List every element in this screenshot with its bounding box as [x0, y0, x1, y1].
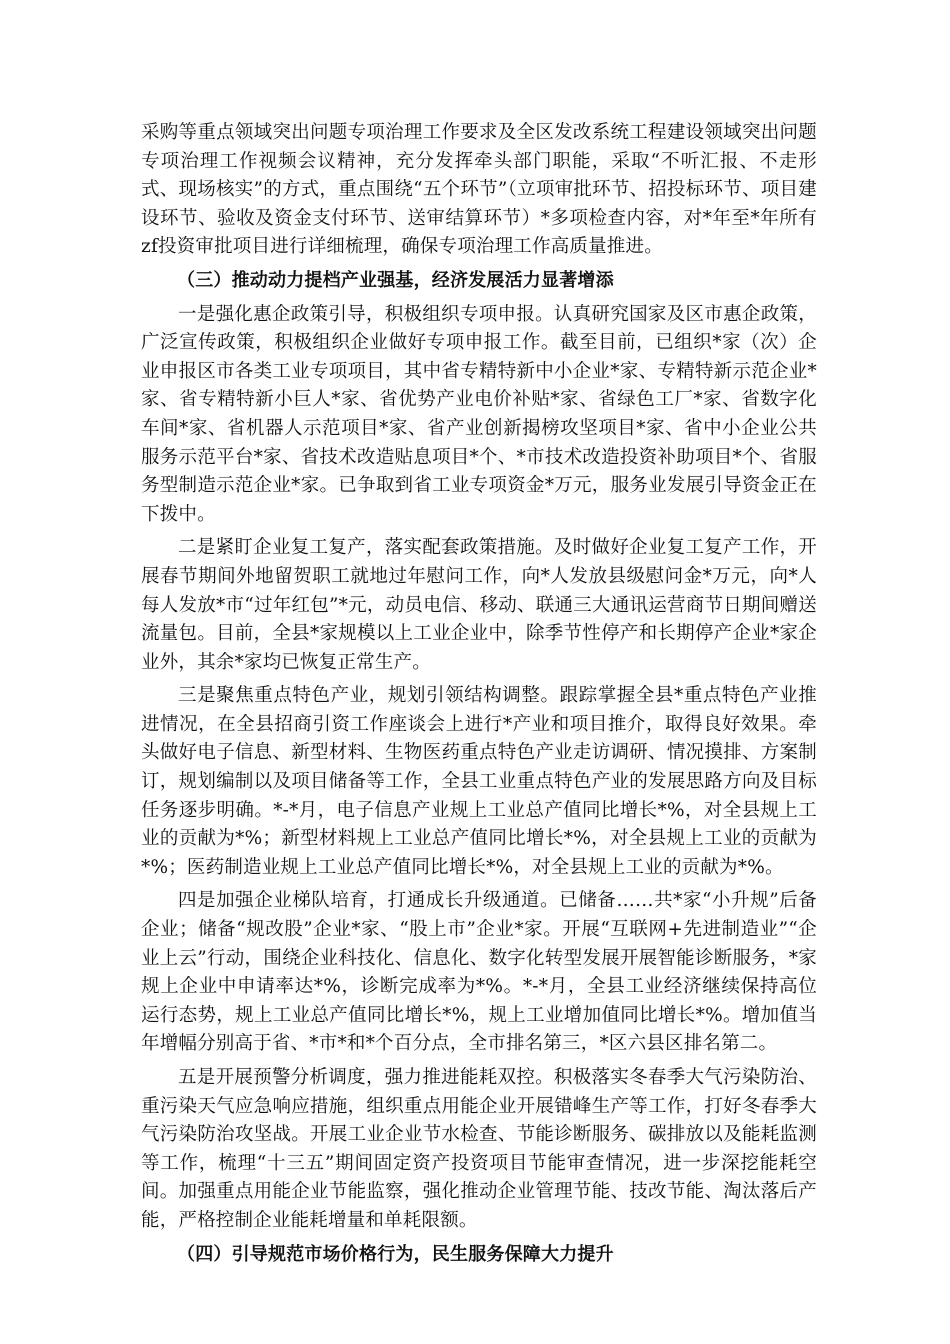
paragraph-intro-continuation: 采购等重点领域突出问题专项治理工作要求及全区发改系统工程建设领域突出问题专项治理工作视频会议精神，充分发挥牵头部门职能，采取“不听汇报、不走形式、现场核实”的方式，重点围绕“五个环节”（立项审批环节、招投标环节、项目建设环节、验收及资金支付环节、送审结算环节）*多项检查内容，对*年至*年所有zf投资审批项目进行详细梳理，确保专项治理工作高质量推进。 — [141, 122, 817, 258]
document-page — [141, 119, 817, 1274]
paragraph-energy-control: 五是开展预警分析调度，强力推进能耗双控。积极落实冬春季大气污染防治、重污染天气应急响应措施，组织重点用能企业开展错峰生产等工作，打好冬春季大气污染防治攻坚战。开展工业企业节水检查、节能诊断服务、碳排放以及能耗监测等工作，梳理“十三五”期间固定资产投资项目节能审查情况，进一步深挖能耗空间。加强重点用能企业节能监察，强化推动企业管理节能、技改节能、淘汰落后产能，严格控制企业能耗增量和单耗限额。 — [141, 1067, 817, 1231]
section-heading-4: （四）引导规范市场价格行为，民生服务保障大力提升 — [177, 1243, 614, 1265]
paragraph-resumption: 二是紧盯企业复工复产，落实配套政策措施。及时做好企业复工复产工作，开展春节期间外地留贺职工就地过年慰问工作，向*人发放县级慰问金*万元，向*人每人发放*市“过年红包”*元，动员电信、移动、联通三大通讯运营商节日期间赠送流量包。目前，全县*家规模以上工业企业中，除季节性停产和长期停产企业*家企业外，其余*家均已恢复正常生产。 — [141, 537, 817, 673]
paragraph-key-industries: 三是聚焦重点特色产业，规划引领结构调整。跟踪掌握全县*重点特色产业推进情况，在全县招商引资工作座谈会上进行*产业和项目推介，取得良好效果。牵头做好电子信息、新型材料、生物医药重点特色产业走访调研、情况摸排、方案制订，规划编制以及项目储备等工作，全县工业重点特色产业的发展思路方向及目标任务逐步明确。*-*月，电子信息产业规上工业总产值同比增长*%，对全县规上工业的贡献为*%；新型材料规上工业总产值同比增长*%，对全县规上工业的贡献为*%；医药制造业规上工业总产值同比增长*%，对全县规上工业的贡献为*%。 — [141, 685, 817, 878]
paragraph-enterprise-cultivation: 四是加强企业梯队培育，打通成长升级通道。已储备……共*家“小升规”后备企业；储备“规改股”企业*家、“股上市”企业*家。开展“互联网+先进制造业”“企业上云”行动，围绕企业科技化、信息化、数字化转型发展开展智能诊断服务，*家规上企业中申请率达*%，诊断完成率为*%。*-*月，全县工业经济继续保持高位运行态势，规上工业总产值同比增长*%，规上工业增加值同比增长*%。增加值当年增幅分别高于省、*市*和*个百分点，全市排名第三，*区六县区排名第二。 — [141, 890, 817, 1055]
section-heading-3: （三）推动动力提档产业强基，经济发展活力显著增添 — [177, 269, 614, 291]
paragraph-policy-guidance: 一是强化惠企政策引导，积极组织专项申报。认真研究国家及区市惠企政策，广泛宣传政策，积极组织企业做好专项申报工作。截至目前，已组织*家（次）企业申报区市各类工业专项项目，其中省专精特新中小企业*家、专精特新示范企业*家、省专精特新小巨人*家、省优势产业电价补贴*家、省绿色工厂*家、省数字化车间*家、省机器人示范项目*家、省产业创新揭榜攻坚项目*家、省中小企业公共服务示范平台*家、省技术改造贴息项目*个、*市技术改造投资补助项目*个、省服务型制造示范企业*家。已争取到省工业专项资金*万元，服务业发展引导资金正在下拨中。 — [141, 303, 817, 525]
